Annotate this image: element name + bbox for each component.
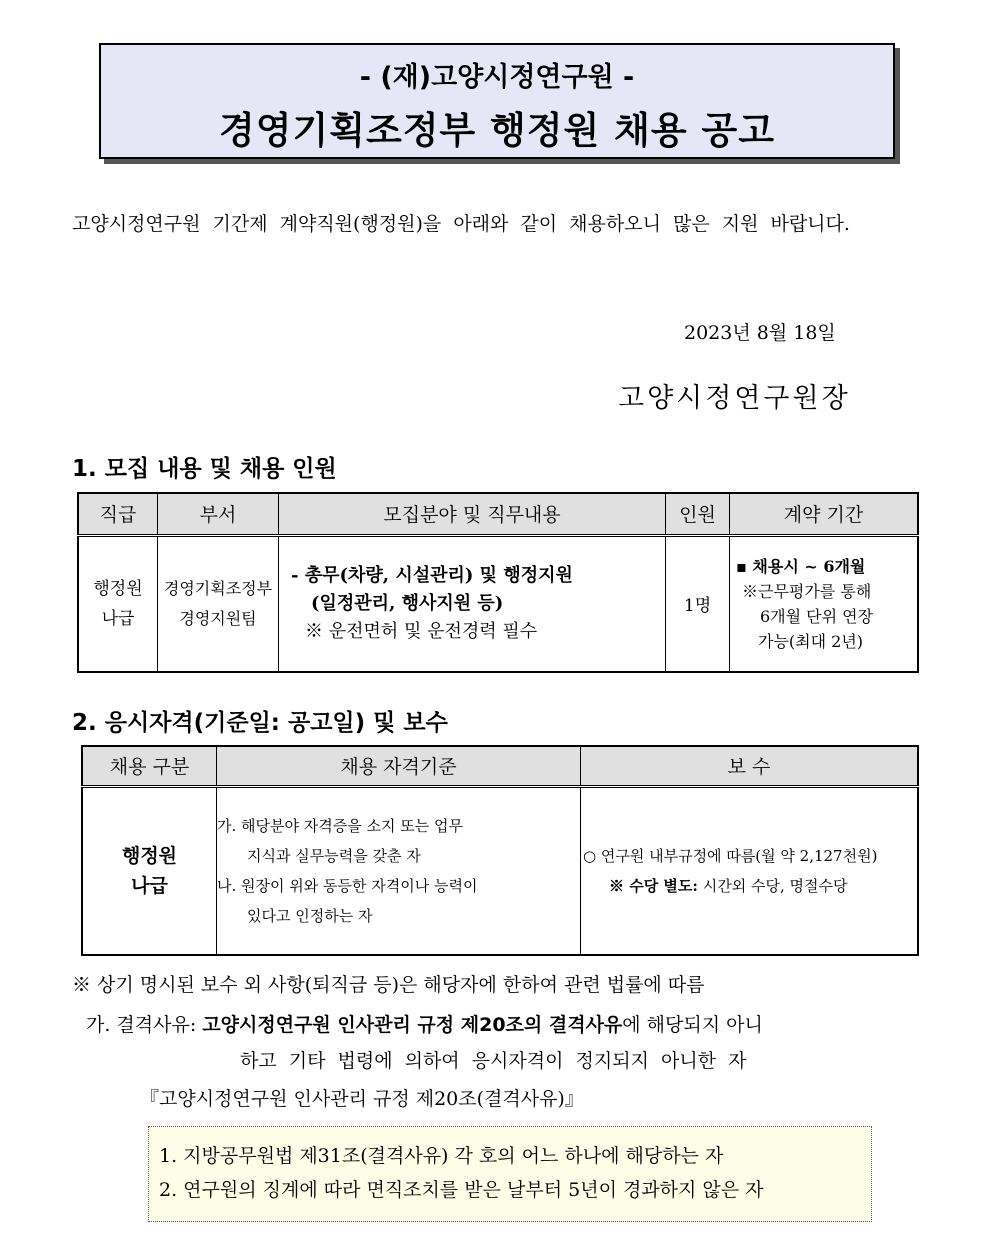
list-item: 1. 지방공무원법 제31조(결격사유) 각 호의 어느 하나에 해당하는 자 xyxy=(159,1145,724,1167)
table-row xyxy=(78,535,918,672)
section2-heading: 2. 응시자격(기준일: 공고일) 및 보수 xyxy=(72,710,448,736)
list-item: 2. 연구원의 징계에 따라 면직조치를 받은 날부터 5년이 경과하지 않은 자 xyxy=(159,1179,764,1201)
recruit-table xyxy=(77,492,919,673)
allowance-label: ※ 수당 별도: xyxy=(609,876,698,895)
col-header: 채용 구분 xyxy=(82,746,217,786)
criteria-cell xyxy=(217,786,581,955)
col-header: 채용 자격기준 xyxy=(217,746,581,786)
text: ▪ 채용시 ~ 6개월 xyxy=(736,556,866,576)
col-header: 계약 기간 xyxy=(730,493,919,535)
text: 있다고 인정하는 자 xyxy=(247,906,373,925)
text: 행정원 xyxy=(93,578,143,599)
text: 시간외 수당, 명절수당 xyxy=(697,876,848,895)
text: 지식과 실무능력을 갖춘 자 xyxy=(247,846,421,865)
col-header: 인원 xyxy=(666,493,730,535)
text: 나급 xyxy=(131,874,168,897)
text: 고양시정연구원 인사관리 규정 제20조의 결격사유 xyxy=(202,1014,623,1036)
col-header: 직급 xyxy=(78,493,158,535)
signature: 고양시정연구원장 xyxy=(618,383,851,414)
qualification-table xyxy=(81,745,919,956)
page-title: 경영기획조정부 행정원 채용 공고 xyxy=(218,109,776,152)
text: 가. 해당분야 자격증을 소지 또는 업무 xyxy=(217,816,463,835)
type-cell xyxy=(82,786,217,955)
intro-text: 고양시정연구원 기간제 계약직원(행정원)을 아래와 같이 채용하오니 많은 지원 바랍니다. xyxy=(72,213,850,235)
regulation-title: 『고양시정연구원 인사관리 규정 제20조(결격사유)』 xyxy=(140,1088,584,1110)
announcement-date: 2023년 8월 18일 xyxy=(684,322,836,344)
text: 나급 xyxy=(101,608,135,629)
col-header: 부서 xyxy=(158,493,279,535)
text: ※ 운전면허 및 운전경력 필수 xyxy=(305,620,538,642)
duty-cell xyxy=(279,535,666,672)
text: 나. 원장이 위와 동등한 자격이나 능력이 xyxy=(217,876,478,895)
disqualification-line2: 하고 기타 법령에 의하여 응시자격이 정지되지 아니한 자 xyxy=(240,1050,747,1072)
table-row xyxy=(82,786,918,955)
section1-heading: 1. 모집 내용 및 채용 인원 xyxy=(72,456,337,482)
dept-cell xyxy=(158,535,279,672)
text: 행정원 xyxy=(121,844,178,867)
org-name: - (재)고양시정연구원 - xyxy=(359,62,635,93)
title-box xyxy=(99,43,895,159)
text: - 총무(차량, 시설관리) 및 행정지원 xyxy=(291,564,573,586)
text: ※근무평가를 통해 xyxy=(742,581,872,601)
period-cell xyxy=(730,535,919,672)
text: 경영지원팀 xyxy=(179,608,257,628)
col-header: 보 수 xyxy=(581,746,919,786)
count-cell: 1명 xyxy=(666,535,730,672)
text: 가능(최대 2년) xyxy=(758,631,864,651)
text: (일정관리, 행사지원 등) xyxy=(311,592,504,614)
text: 6개월 단위 연장 xyxy=(760,606,874,626)
text: ○ 연구원 내부규정에 따름(월 약 2,127천원) xyxy=(583,846,878,865)
disqualification xyxy=(86,1010,763,1037)
regulation-box xyxy=(148,1126,872,1222)
col-header: 모집분야 및 직무내용 xyxy=(279,493,666,535)
grade-cell xyxy=(78,535,158,672)
pay-cell xyxy=(581,786,919,955)
pay-note: ※ 상기 명시된 보수 외 사항(퇴직금 등)은 해당자에 한하여 관련 법률에 따름 xyxy=(72,974,705,996)
text: 경영기획조정부 xyxy=(163,578,273,598)
text: 에 해당되지 아니 xyxy=(622,1014,763,1036)
text: 가. 결격사유: xyxy=(86,1014,203,1036)
